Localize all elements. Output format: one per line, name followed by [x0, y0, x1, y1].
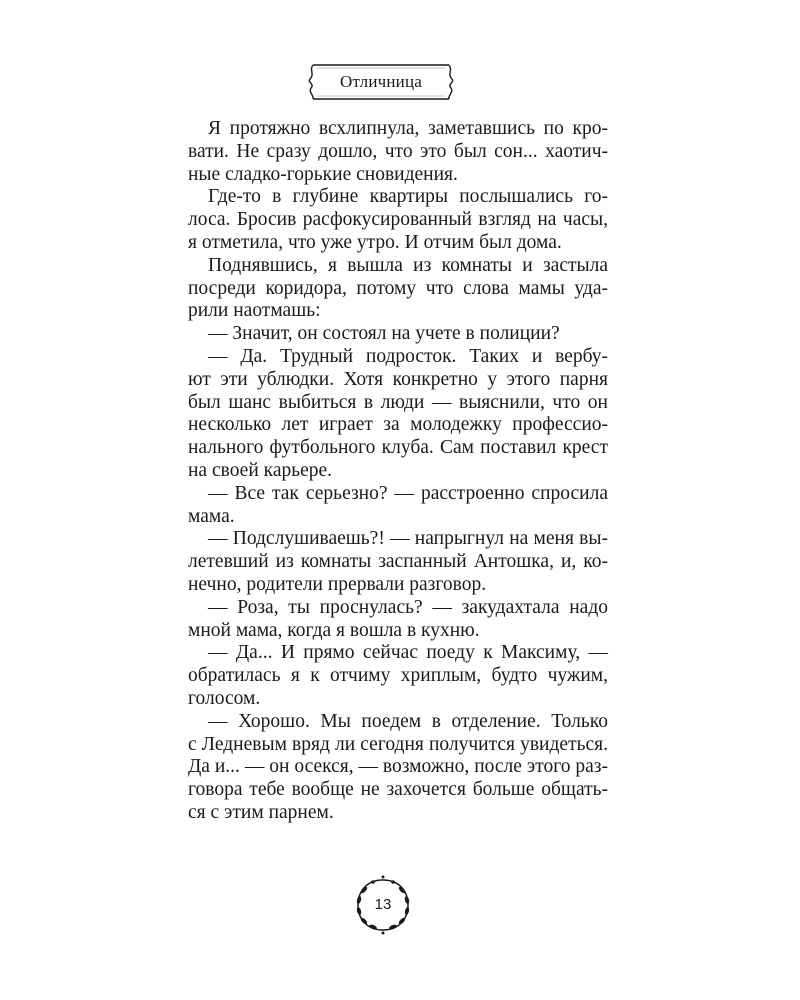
text-line: обратилась я к отчиму хриплым, будто чужим,: [188, 665, 608, 687]
text-line: Да и... — он осекся, — возможно, после этого раз-: [188, 756, 608, 778]
text-line: говора тебе вообще не захочется больше общать-: [188, 779, 608, 801]
text-line: ют эти ублюдки. Хотя конкретно у этого парня: [188, 368, 608, 390]
body-text: [188, 118, 608, 825]
text-line: ся с этим парнем.: [188, 801, 334, 823]
text-line: Поднявшись, я вышла из комнаты и застыла: [208, 254, 608, 276]
text-line: рили наотмашь:: [188, 300, 321, 322]
text-line: — Значит, он состоял на учете в полиции?: [208, 323, 560, 345]
text-line: ные сладко-горькие сновидения.: [188, 163, 458, 185]
text-line: — Все так серьезно? — расстроенно спросила: [208, 482, 608, 504]
text-line: голосом.: [188, 687, 261, 709]
text-line: нечно, родители прервали разговор.: [188, 573, 487, 595]
chapter-title: Отличница: [339, 72, 423, 91]
text-line: был шанс выбиться в люди — выяснили, что он: [188, 391, 608, 413]
text-line: летевший из комнаты заспанный Антошка, и, ко-: [188, 551, 608, 573]
text-line: — Роза, ты проснулась? — закудахтала надо: [208, 596, 608, 618]
text-line: с Ледневым вряд ли сегодня получится увидеться.: [188, 733, 608, 755]
text-line: на своей карьере.: [188, 459, 333, 481]
running-header: [305, 62, 457, 102]
text-line: нального футбольного клуба. Сам поставил крест: [188, 437, 608, 459]
text-line: Где-то в глубине квартиры послышались го-: [208, 186, 608, 208]
text-line: я отметила, что уже утро. И отчим был дома.: [188, 231, 562, 253]
text-line: мама.: [188, 505, 235, 527]
text-line: несколько лет играет за молодежку профессио-: [188, 414, 608, 436]
text-line: посреди коридора, потому что слова мамы уда-: [188, 277, 608, 299]
text-line: лоса. Бросив расфокусированный взгляд на часы,: [188, 209, 608, 231]
text-line: мной мама, когда я вошла в кухню.: [188, 619, 480, 641]
text-line: — Да... И прямо сейчас поеду к Максиму, —: [208, 642, 608, 664]
page-footer: [348, 870, 418, 940]
text-line: Я протяжно всхлипнула, заметавшись по кро-: [208, 118, 608, 139]
page-number: 13: [374, 896, 392, 913]
text-line: — Да. Трудный подросток. Таких и вербу-: [208, 345, 608, 367]
text-line: вати. Не сразу дошло, что это был сон... хаотич-: [188, 140, 608, 162]
text-line: — Подслушиваешь?! — напрыгнул на меня вы-: [208, 528, 608, 550]
text-line: — Хорошо. Мы поедем в отделение. Только: [208, 710, 608, 732]
